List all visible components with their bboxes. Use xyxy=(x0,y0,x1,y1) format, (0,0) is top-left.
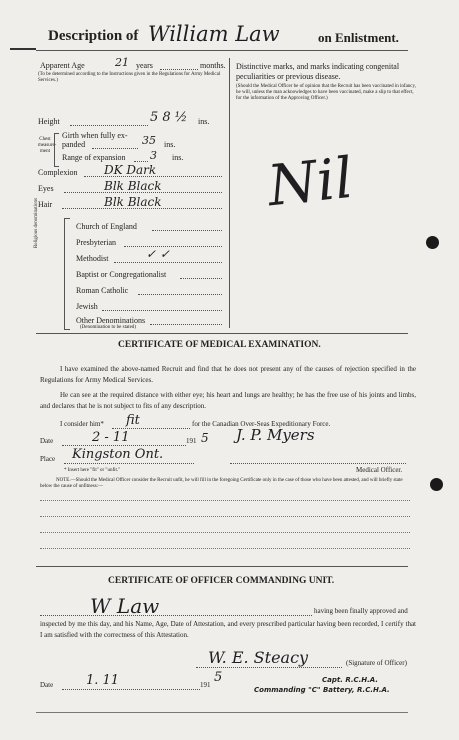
unfit-line xyxy=(40,516,410,517)
religion-line xyxy=(152,230,222,231)
medical-date-line xyxy=(62,445,186,446)
marks-value: Nil xyxy=(264,145,356,220)
age-label: Apparent Age xyxy=(40,61,85,70)
height-value: 5 8 ½ xyxy=(150,110,188,125)
commanding-name-line xyxy=(40,615,312,616)
column-divider xyxy=(229,58,230,328)
age-note: (To be determined according to the Instructions given in the Regulations for Army Medical Services.) xyxy=(38,72,221,83)
months-line xyxy=(160,69,198,70)
bottom-rule xyxy=(36,712,408,713)
girth-line xyxy=(92,148,138,149)
religion-line xyxy=(138,294,222,295)
age-value: 21 xyxy=(115,56,129,69)
religion-line xyxy=(114,262,222,263)
commanding-year-value: 5 xyxy=(214,670,223,685)
unfit-line xyxy=(40,532,410,533)
consider-suffix: for the Canadian Over-Seas Expeditionary Force. xyxy=(192,420,331,428)
commanding-heading: CERTIFICATE OF OFFICER COMMANDING UNIT. xyxy=(108,576,335,586)
marks-label: Distinctive marks, and marks indicating congenital peculiarities or previous disease. xyxy=(236,62,400,81)
commanding-date-label: Date xyxy=(40,681,54,689)
hair-value: Blk Black xyxy=(104,195,162,209)
section-rule xyxy=(36,566,408,567)
religion-item: Methodist xyxy=(76,254,109,263)
religion-item: Other Denominations xyxy=(76,316,146,325)
chest-bracket xyxy=(54,133,59,167)
months-label: months. xyxy=(200,61,226,70)
commanding-date-line xyxy=(62,689,200,690)
consider-value: fit xyxy=(126,413,140,428)
chest-group-label: Chest measure-ment xyxy=(38,137,57,154)
medical-year-value: 5 xyxy=(201,431,209,445)
commanding-para: inspected by me this day, and his Name, Age, Date of Attestation, and every prescribed particular having been recorded, I certify that I am satisfied with the correctness of this Attestation. xyxy=(40,620,416,639)
stamp-line1: Capt. R.C.H.A. xyxy=(322,676,379,684)
medical-year-prefix: 191 xyxy=(186,437,197,445)
eyes-label: Eyes xyxy=(38,184,54,193)
hair-label: Hair xyxy=(38,200,53,209)
place-line xyxy=(64,463,194,464)
methodist-mark: ✓ ✓ xyxy=(146,247,170,261)
title-suffix: on Enlistment. xyxy=(318,30,399,45)
religion-line xyxy=(150,324,222,325)
consider-label: I consider him* xyxy=(60,420,104,428)
commanding-year-prefix: 191 xyxy=(200,681,211,689)
place-label: Place xyxy=(40,455,56,463)
medical-footnote: * Insert here "fit" or "unfit." xyxy=(64,468,121,473)
header-rule xyxy=(36,50,408,51)
consider-line xyxy=(112,428,190,429)
medical-para1: I have examined the above-named Recruit and find that he does not present any of the causes of rejection specified in the Regulations for Army Medical Services. xyxy=(40,365,416,384)
recruit-name: William Law xyxy=(148,22,280,46)
complexion-label: Complexion xyxy=(38,168,78,177)
girth-label: Girth when fully ex-panded xyxy=(62,131,128,149)
title-prefix: Description of xyxy=(48,28,139,44)
section-rule xyxy=(36,333,408,334)
unfit-line xyxy=(40,500,410,501)
punch-hole xyxy=(426,236,439,249)
religion-line xyxy=(102,310,222,311)
religion-line xyxy=(180,278,222,279)
eyes-value: Blk Black xyxy=(104,179,162,193)
religion-item: Baptist or Congregationalist xyxy=(76,270,167,279)
commanding-line1-suffix: having been finally approved and xyxy=(314,607,408,615)
medical-para2: He can see at the required distance with either eye; his heart and lungs are healthy; he has the free use of his joints and limbs, and declares that he is not subject to fits of any description. xyxy=(40,391,416,410)
commanding-signature-line xyxy=(196,667,342,668)
religion-line xyxy=(124,246,222,247)
complexion-value: DK Dark xyxy=(104,163,157,177)
other-denom-note: (Denomination to be stated) xyxy=(80,325,136,330)
unfit-line xyxy=(40,548,410,549)
medical-date-label: Date xyxy=(40,437,54,445)
height-unit: ins. xyxy=(198,117,210,126)
punch-hole xyxy=(430,478,443,491)
marks-note: (Should the Medical Officer be of opinion that the Recruit has been vaccinated in infancy, he will, unless the man acknowledges to have been vaccinated, make a slip to that effect, for the information of the Approving Officer.) xyxy=(236,84,416,101)
header-edge-mark xyxy=(10,48,36,50)
range-label: Range of expansion xyxy=(62,153,126,162)
commanding-signature-label: (Signature of Officer) xyxy=(346,659,407,667)
medical-signature: J. P. Myers xyxy=(236,426,315,444)
range-value: 3 xyxy=(150,149,157,162)
medical-signature-line xyxy=(230,463,406,464)
range-line xyxy=(134,161,148,162)
religion-item: Roman Catholic xyxy=(76,286,129,295)
commanding-date-value: 1. 11 xyxy=(86,673,120,688)
commanding-name: W Law xyxy=(90,594,160,618)
religion-bracket xyxy=(64,218,70,330)
commanding-signature: W. E. Steacy xyxy=(208,648,309,667)
place-value: Kingston Ont. xyxy=(72,447,164,462)
height-label: Height xyxy=(38,117,60,126)
girth-unit: ins. xyxy=(164,140,176,149)
religion-item: Jewish xyxy=(76,302,98,311)
medical-note: NOTE.—Should the Medical Officer consider the Recruit unfit, he will fill in the foregoing Certificate only in the case of those who have been attested, and will briefly state below the cause of unfitness:— xyxy=(40,478,403,489)
religion-group-label: Religious denominations xyxy=(34,198,39,248)
medical-officer-label: Medical Officer. xyxy=(356,466,403,474)
stamp-line2: Commanding "C" Battery, R.C.H.A. xyxy=(254,686,390,694)
religion-item: Church of England xyxy=(76,222,137,231)
medical-date-value: 2 - 11 xyxy=(92,430,130,445)
years-label: years xyxy=(136,61,153,70)
religion-item: Presbyterian xyxy=(76,238,116,247)
girth-value: 35 xyxy=(142,134,156,147)
range-unit: ins. xyxy=(172,153,184,162)
height-line xyxy=(70,125,148,126)
medical-heading: CERTIFICATE OF MEDICAL EXAMINATION. xyxy=(118,340,321,350)
